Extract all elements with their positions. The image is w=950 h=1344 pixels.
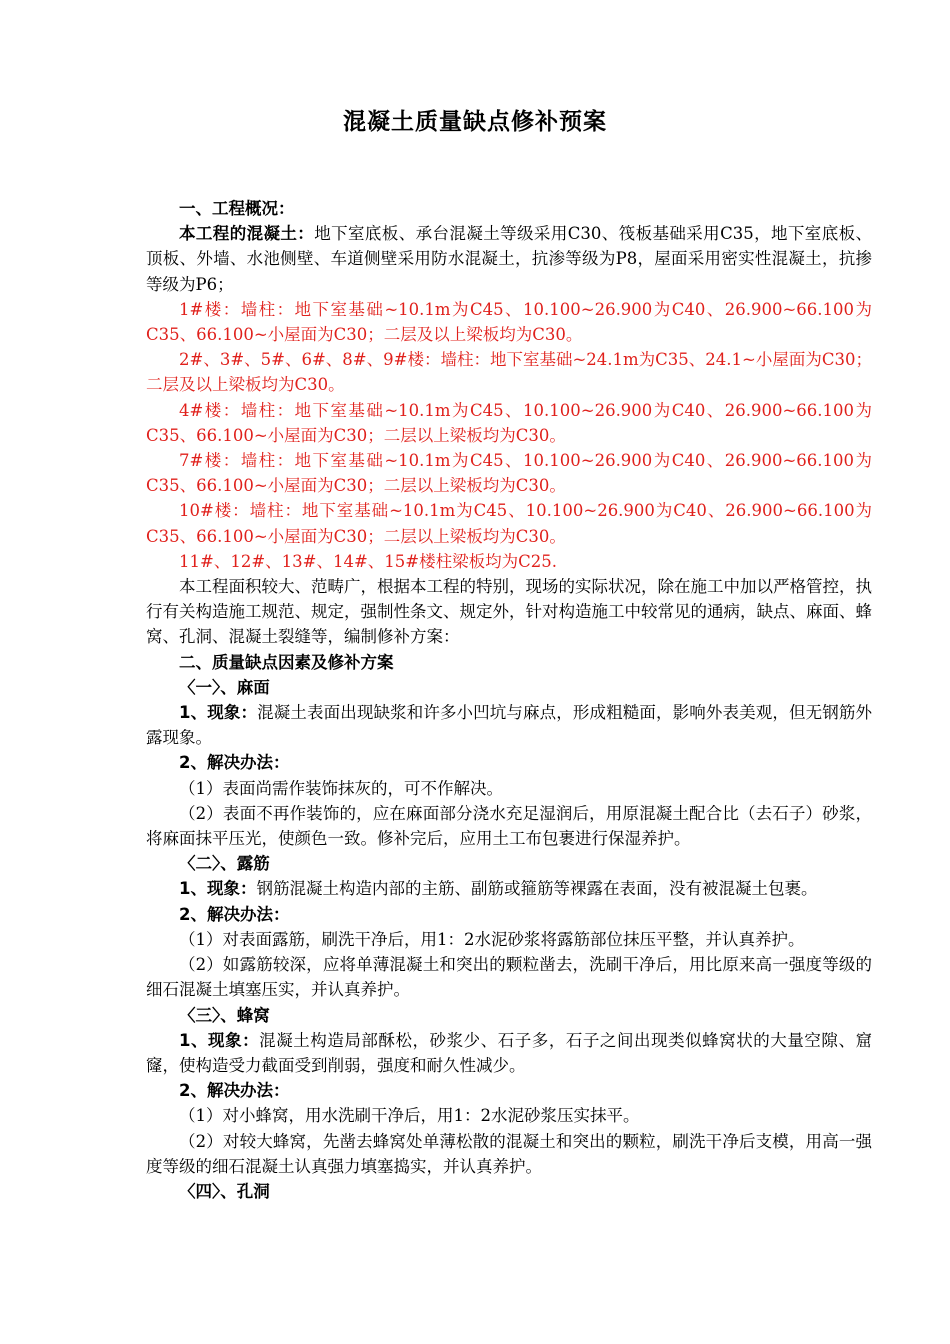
page-title: 混凝土质量缺点修补预案 bbox=[343, 109, 607, 135]
paragraph bbox=[146, 700, 872, 750]
subsection-heading: 〈四〉、孔洞 bbox=[179, 1181, 270, 1201]
list-item: （2）表面不再作装饰的，应在麻面部分浇水充足湿润后，用原混凝土配合比（去石子）砂浆，将麻面抹平压光，使颜色一致。修补完后，应用土工布包裹进行保湿养护。 bbox=[146, 803, 872, 849]
subsection-heading: 〈三〉、蜂窝 bbox=[179, 1005, 270, 1025]
red-paragraph: 1#楼：墙柱：地下室基础~10.1m为C45、10.100~26.900为C40、26.900~66.100为C35、66.100~小屋面为C30；二层及以上梁板均为C30。 bbox=[146, 299, 872, 345]
list-item: （1）对表面露筋，刷洗干净后，用1：2水泥砂浆将露筋部位抹压平整，并认真养护。 bbox=[179, 929, 805, 949]
paragraph: 本工程面积较大、范畴广，根据本工程的特别，现场的实际状况，除在施工中加以严格管控，执行有关构造施工规范、规定，强制性条文、规定外，针对构造施工中较常见的通病，缺点、麻面、蜂窝、孔洞、混凝土裂缝等，编制修补方案： bbox=[146, 577, 872, 647]
list-item: （2）如露筋较深，应将单薄混凝土和突出的颗粒凿去，洗刷干净后，用比原来高一强度等级的细石混凝土填塞压实，并认真养护。 bbox=[146, 955, 872, 1000]
section-heading: 二、质量缺点因素及修补方案 bbox=[179, 652, 394, 672]
solution-label: 2、解决办法： bbox=[179, 1081, 290, 1101]
red-paragraph: 11#、12#、13#、14#、15#楼柱梁板均为C25. bbox=[179, 551, 557, 571]
paragraph bbox=[146, 1028, 872, 1078]
paragraph-lead: 1、现象： bbox=[179, 703, 258, 723]
paragraph-lead: 1、现象： bbox=[179, 1030, 260, 1050]
subsection-heading: 〈一〉、麻面 bbox=[179, 677, 270, 697]
red-paragraph: 4#楼：墙柱：地下室基础~10.1m为C45、10.100~26.900为C40、26.900~66.100为C35、66.100~小屋面为C30；二层以上梁板均为C30。 bbox=[146, 400, 872, 445]
paragraph-text: 地下室底板、承台混凝土等级采用C30、筏板基础采用C35，地下室底板、顶板、外墙、水池侧壁、车道侧壁采用防水混凝土，抗渗等级为P8，屋面采用密实性混凝土，抗掺等级为P6； bbox=[146, 224, 872, 294]
paragraph-text: 钢筋混凝土构造内部的主筋、副筋或箍筋等裸露在表面，没有被混凝土包裹。 bbox=[256, 879, 818, 899]
list-item: （2）对较大蜂窝，先凿去蜂窝处单薄松散的混凝土和突出的颗粒，刷洗干净后支模，用高一强度等级的细石混凝土认真强力填塞捣实，并认真养护。 bbox=[146, 1131, 872, 1176]
section-heading: 一、工程概况： bbox=[179, 199, 295, 218]
document-body bbox=[146, 196, 872, 1204]
list-item: （1）表面尚需作装饰抹灰的，可不作解决。 bbox=[179, 778, 503, 798]
paragraph-lead: 1、现象： bbox=[179, 879, 257, 899]
red-paragraph: 10#楼：墙柱：地下室基础~10.1m为C45、10.100~26.900为C40、26.900~66.100为C35、66.100~小屋面为C30；二层以上梁板均为C30。 bbox=[146, 501, 872, 546]
red-paragraph: 2#、3#、5#、6#、8#、9#楼：墙柱：地下室基础~24.1m为C35、24.1~小屋面为C30；二层及以上梁板均为C30。 bbox=[146, 350, 872, 395]
paragraph-text: 混凝土表面出现缺浆和许多小凹坑与麻点，形成粗糙面，影响外表美观，但无钢筋外露现象。 bbox=[146, 703, 872, 748]
paragraph bbox=[146, 221, 872, 297]
solution-label: 2、解决办法： bbox=[179, 904, 290, 924]
solution-label: 2、解决办法： bbox=[179, 753, 290, 773]
list-item: （1）对小蜂窝，用水洗刷干净后，用1：2水泥砂浆压实抹平。 bbox=[179, 1106, 640, 1126]
subsection-heading: 〈二〉、露筋 bbox=[179, 854, 270, 874]
paragraph-text: 混凝土构造局部酥松，砂浆少、石子多，石子之间出现类似蜂窝状的大量空隙、窟窿，使构造受力截面受到削弱，强度和耐久性减少。 bbox=[146, 1030, 872, 1075]
red-paragraph: 7#楼：墙柱：地下室基础~10.1m为C45、10.100~26.900为C40、26.900~66.100为C35、66.100~小屋面为C30；二层以上梁板均为C30。 bbox=[146, 451, 872, 496]
paragraph-lead: 本工程的混凝土： bbox=[179, 224, 315, 244]
paragraph bbox=[146, 876, 872, 901]
